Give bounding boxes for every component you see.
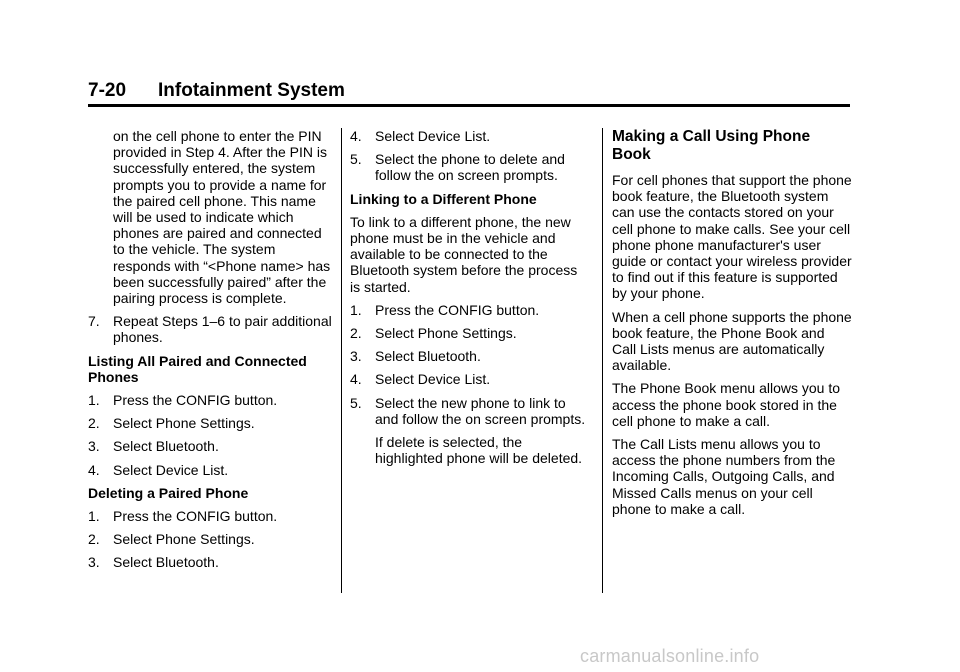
- column-3: [612, 128, 852, 524]
- chapter-title: Infotainment System: [158, 80, 345, 101]
- section-heading: Making a Call Using Phone Book: [612, 128, 811, 163]
- list-item: 5. Select the phone to delete and follow the on screen prompts.: [350, 151, 565, 184]
- paragraph: For cell phones that support the phone book feature, the Bluetooth system can use the contacts stored on your cell phone to make calls. See your cell phone phone manufacturer's user guide or contact your wireless provider to find out if this feature is supported by your phone.: [612, 172, 852, 302]
- list-item: 4. Select Device List.: [88, 461, 229, 478]
- list-item: 2. Select Phone Settings.: [350, 325, 517, 342]
- watermark: carmanualsonline.info: [580, 646, 760, 666]
- list-item: 2. Select Phone Settings.: [88, 531, 255, 548]
- paragraph: When a cell phone supports the phone book feature, the Phone Book and Call Lists menus are automatically available.: [612, 308, 852, 374]
- subheading-deleting: Deleting a Paired Phone: [88, 484, 249, 501]
- paragraph: The Phone Book menu allows you to access the phone book stored in the cell phone to make a call.: [612, 380, 841, 429]
- header-rule: [88, 104, 850, 107]
- list-item: 3. Select Bluetooth.: [88, 438, 219, 455]
- list-item: 2. Select Phone Settings.: [88, 415, 255, 432]
- page-header: [88, 80, 850, 106]
- list-item: 5. Select the new phone to link to and follow the on screen prompts.: [350, 394, 586, 427]
- list-item: 1. Press the CONFIG button.: [88, 392, 278, 409]
- linking-intro: To link to a different phone, the new phone must be in the vehicle and available to be connected to the Bluetooth system before the process is started.: [350, 213, 578, 295]
- linking-note: If delete is selected, the highlighted phone will be deleted.: [375, 434, 583, 467]
- subheading-listing: Listing All Paired and Connected Phones: [88, 352, 307, 385]
- list-item: 3. Select Bluetooth.: [88, 554, 219, 571]
- page-number: 7-20: [88, 80, 127, 101]
- paragraph: The Call Lists menu allows you to access the phone numbers from the Incoming Calls, Outgoing Calls, and Missed Calls menus on your cell phone to make a call.: [612, 436, 836, 517]
- column-divider: [602, 128, 603, 593]
- list-item: 1. Press the CONFIG button.: [350, 301, 540, 318]
- continuation-paragraph: on the cell phone to enter the PIN provided in Step 4. After the PIN is successfully entered, the system prompts you to provide a name for the paired cell phone. This name will be used to indicate which phones are paired and connected to the vehicle. The system responds with “<Phone name> has been successfully paired” after the pairing process is complete.: [113, 128, 331, 307]
- list-item: 4. Select Device List.: [350, 371, 491, 388]
- list-item: 3. Select Bluetooth.: [350, 348, 481, 365]
- column-divider: [341, 128, 342, 593]
- subheading-linking: Linking to a Different Phone: [350, 190, 537, 207]
- list-item: 7. Repeat Steps 1–6 to pair additional phones.: [88, 313, 332, 346]
- list-item: 1. Press the CONFIG button.: [88, 508, 278, 525]
- column-2: [350, 128, 590, 473]
- list-item: 4. Select Device List.: [350, 128, 491, 144]
- column-1: [88, 128, 333, 578]
